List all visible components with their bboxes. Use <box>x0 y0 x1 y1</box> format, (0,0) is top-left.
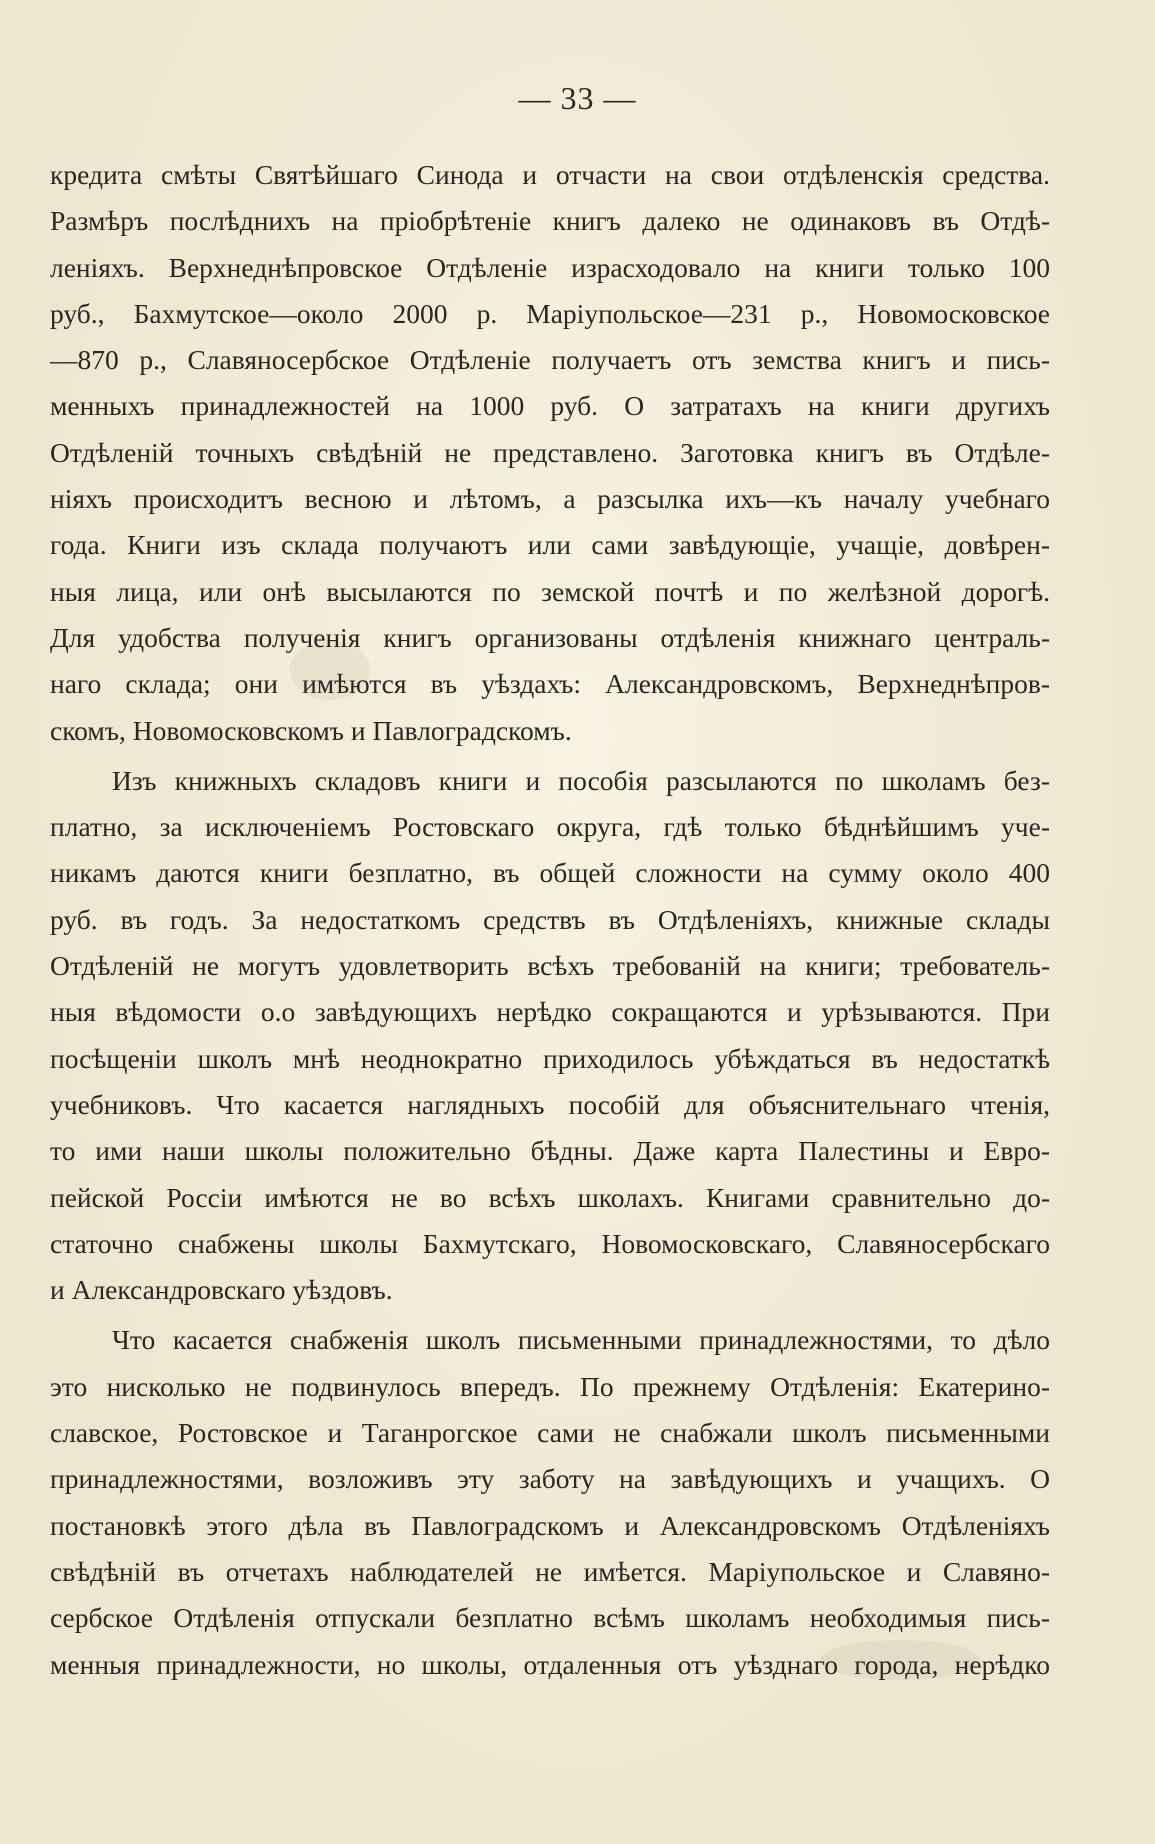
page-number: — 33 — <box>518 80 637 116</box>
text-line: пейской Россіи имѣются не во всѣхъ школахъ. Книгами сравнительно до- <box>50 1181 1050 1213</box>
paragraph <box>50 758 1050 1314</box>
text-line: славское, Ростовское и Таганрогское сами не снабжали школъ письменными <box>50 1417 1050 1449</box>
text-line: никамъ даются книги безплатно, въ общей сложности на сумму около 400 <box>50 857 1050 889</box>
text-line: кредита смѣты Святѣйшаго Синода и отчасти на свои отдѣленскія средства. <box>50 159 1050 190</box>
text-line: это нисколько не подвинулось впередъ. По прежнему Отдѣленія: Екатерино- <box>50 1370 1050 1402</box>
text-line: Для удобства полученія книгъ организованы отдѣленія книжнаго централь- <box>50 621 1050 653</box>
text-line: руб., Бахмутское—около 2000 р. Маріупольское—231 р., Новомосковское <box>50 297 1050 329</box>
body-text <box>50 152 1050 1688</box>
text-line: ныя вѣдомости о.о завѣдующихъ нерѣдко сокращаются и урѣзываются. При <box>50 996 1050 1028</box>
text-line: и Александровскаго уѣздовъ. <box>50 1274 393 1306</box>
text-line: скомъ, Новомосковскомъ и Павлоградскомъ. <box>50 714 572 746</box>
text-line: Что касается снабженія школъ письменными принадлежностями, то дѣло <box>112 1324 1050 1356</box>
text-line: сербское Отдѣленія отпускали безплатно всѣмъ школамъ необходимыя пись- <box>50 1602 1050 1634</box>
text-line: то ими наши школы положительно бѣдны. Даже карта Палестины и Евро- <box>50 1135 1050 1167</box>
text-line: руб. въ годъ. За недостаткомъ средствъ въ Отдѣленіяхъ, книжные склады <box>50 903 1050 935</box>
text-line: менныя принадлежности, но школы, отдаленныя отъ уѣзднаго города, нерѣдко <box>50 1648 1050 1680</box>
text-line: платно, за исключеніемъ Ростовскаго округа, гдѣ только бѣднѣйшимъ уче- <box>50 811 1050 843</box>
text-line: принадлежностями, возложивъ эту заботу на завѣдующихъ и учащихъ. О <box>50 1463 1050 1495</box>
text-line: Отдѣленій не могутъ удовлетворить всѣхъ требованій на книги; требователь- <box>50 950 1050 982</box>
text-line: Изъ книжныхъ складовъ книги и пособія разсылаются по школамъ без- <box>112 764 1050 796</box>
text-line: статочно снабжены школы Бахмутскаго, Новомосковскаго, Славяносербскаго <box>50 1227 1050 1259</box>
text-line: учебниковъ. Что касается наглядныхъ пособій для объяснительнаго чтенія, <box>50 1088 1050 1120</box>
paragraph <box>50 152 1050 754</box>
text-line: посѣщеніи школъ мнѣ неоднократно приходилось убѣждаться въ недостаткѣ <box>50 1042 1050 1074</box>
text-line: —870 р., Славяносербское Отдѣленіе получаетъ отъ земства книгъ и пись- <box>50 344 1050 376</box>
text-line: ніяхъ происходитъ весною и лѣтомъ, а разсылка ихъ—къ началу учебнаго <box>50 483 1050 515</box>
text-line: леніяхъ. Верхнеднѣпровское Отдѣленіе израсходовало на книги только 100 <box>50 251 1050 283</box>
text-line: Размѣръ послѣднихъ на пріобрѣтеніе книгъ далеко не одинаковъ въ Отдѣ- <box>50 205 1050 237</box>
text-line: свѣдѣній въ отчетахъ наблюдателей не имѣется. Маріупольское и Славяно- <box>50 1555 1050 1587</box>
text-line: постановкѣ этого дѣла въ Павлоградскомъ и Александровскомъ Отдѣленіяхъ <box>50 1509 1050 1541</box>
text-line: менныхъ принадлежностей на 1000 руб. О затратахъ на книги другихъ <box>50 390 1050 422</box>
text-line: года. Книги изъ склада получаютъ или сами завѣдующіе, учащіе, довѣрен- <box>50 529 1050 561</box>
paragraph <box>50 1317 1050 1687</box>
text-line: Отдѣленій точныхъ свѣдѣній не представлено. Заготовка книгъ въ Отдѣле- <box>50 436 1050 468</box>
text-line: наго склада; они имѣются въ уѣздахъ: Александровскомъ, Верхнеднѣпров- <box>50 668 1050 700</box>
text-line: ныя лица, или онѣ высылаются по земской почтѣ и по желѣзной дорогѣ. <box>50 575 1050 607</box>
